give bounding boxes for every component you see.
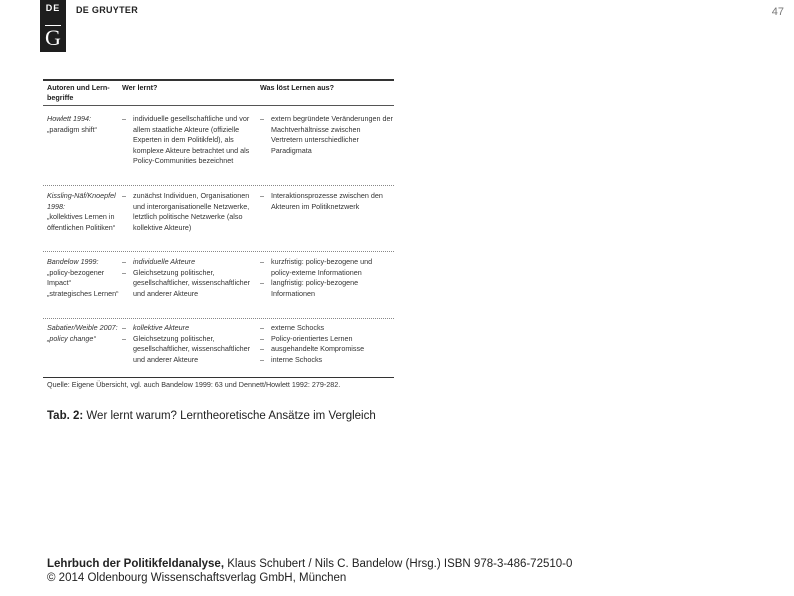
table-bottom-rule — [43, 377, 394, 378]
table-top-rule — [43, 79, 394, 81]
row-separator — [43, 185, 394, 186]
row-separator — [43, 251, 394, 252]
header-what: Was löst Lernen aus? — [260, 83, 335, 92]
table-row-2-what: – Interaktionsprozesse zwischen den Akteuren im Politiknetzwerk — [260, 191, 383, 211]
list-item: ausgehandelte Kompromisse — [271, 344, 365, 354]
caption-text: Wer lernt warum? Lerntheoretische Ansätze im Vergleich — [83, 410, 376, 422]
table-row-3-who: – individuelle Akteure – Gleichsetzung politischer, gesellschaftlicher, wissenschaftlicher und anderer Akteure — [122, 257, 251, 298]
publisher-name: DE GRUYTER — [76, 5, 139, 15]
caption-label: Tab. 2: — [47, 410, 84, 422]
list-item: interne Schocks — [271, 354, 323, 364]
header-authors: Autoren und Lern-begriffe — [47, 83, 110, 102]
copyright-notice: © 2014 Oldenbourg Wissenschaftsverlag GmbH, München — [47, 572, 347, 584]
table-row-1-authors — [47, 114, 119, 135]
table-row-3-authors — [47, 257, 119, 299]
list-item: individuelle gesellschaftliche und vor allem staatliche Akteure (offizielle Experten in dem Politikfeld), als komplexe Akteure betrachtet und als Policy-Communities bezeichnet — [133, 114, 250, 166]
table-source: Quelle: Eigene Übersicht, vgl. auch Bandelow 1999: 63 und Dennett/Howlett 1992: 279-282. — [47, 380, 341, 389]
list-item: kurzfristig: policy-bezogene und policy-externe Informationen — [271, 257, 373, 277]
list-item: extern begründete Veränderungen der Machtverhältnisse zwischen Vertretern unterschiedlicher Paradigmata — [271, 114, 393, 155]
row-separator — [43, 318, 394, 319]
table-row-4-what: – externe Schocks – Policy-orientiertes Lernen – ausgehandelte Kompromisse – interne Schocks — [260, 323, 365, 364]
logo-g: G — [45, 25, 61, 50]
book-citation — [47, 558, 572, 570]
list-item: Policy-orientiertes Lernen — [271, 333, 353, 343]
author-ref: Howlett 1994: — [47, 114, 91, 123]
table-caption — [47, 410, 376, 422]
list-item: zunächst Individuen, Organisationen und interorganisationelle Netzwerke, letztlich politische Netzwerke (also kollektive Akteure) — [133, 191, 250, 232]
table-row-1-what: – extern begründete Veränderungen der Machtverhältnisse zwischen Vertretern unterschiedlicher Paradigmata — [260, 114, 393, 155]
list-item: langfristig: policy-bezogene Informationen — [271, 278, 359, 298]
table-row-3-what: – kurzfristig: policy-bezogene und policy-externe Informationen – langfristig: policy-bezogene Informationen — [260, 257, 373, 298]
learning-concept: „policy change“ — [47, 333, 96, 343]
table-header-rule — [43, 105, 394, 106]
logo-top-text: DE — [45, 3, 61, 13]
list-item: Gleichsetzung politischer, gesellschaftlicher, wissenschaftlicher und anderer Akteure — [133, 333, 251, 364]
page-number: 47 — [771, 6, 784, 18]
table-row-4-who: – kollektive Akteure – Gleichsetzung politischer, gesellschaftlicher, wissenschaftlicher und anderer Akteure — [122, 323, 251, 364]
book-details: Klaus Schubert / Nils C. Bandelow (Hrsg.) ISBN 978-3-486-72510-0 — [224, 558, 573, 570]
learning-concept: „paradigm shift“ — [47, 124, 97, 134]
list-item: kollektive Akteure — [133, 323, 190, 332]
list-item: Interaktionsprozesse zwischen den Akteuren im Politiknetzwerk — [271, 191, 383, 211]
table-row-2-authors — [47, 191, 119, 233]
list-item: individuelle Akteure — [133, 257, 196, 266]
list-item: externe Schocks — [271, 323, 325, 332]
header-who: Wer lernt? — [122, 83, 158, 92]
author-ref: Kissling-Näf/Knoepfel 1998: — [47, 191, 116, 211]
learning-concept: „strategisches Lernen“ — [47, 288, 119, 298]
de-gruyter-logo — [40, 0, 66, 52]
learning-concept: „kollektives Lernen in öffentlichen Politiken“ — [47, 212, 116, 232]
book-title: Lehrbuch der Politikfeldanalyse, — [47, 558, 225, 570]
learning-concept: „policy-bezogener Impact“ — [47, 267, 105, 288]
list-item: Gleichsetzung politischer, gesellschaftlicher, wissenschaftlicher und anderer Akteure — [133, 267, 251, 298]
table-row-4-authors — [47, 323, 119, 344]
author-ref: Bandelow 1999: — [47, 257, 99, 266]
table-row-1-who: – individuelle gesellschaftliche und vor allem staatliche Akteure (offizielle Experten in dem Politikfeld), als komplexe Akteure betrachtet und als Policy-Communities bezeichnet — [122, 114, 250, 166]
author-ref: Sabatier/Weible 2007: — [47, 323, 118, 332]
table-row-2-who: – zunächst Individuen, Organisationen und interorganisationelle Netzwerke, letztlich politische Netzwerke (also kollektive Akteure) — [122, 191, 250, 232]
